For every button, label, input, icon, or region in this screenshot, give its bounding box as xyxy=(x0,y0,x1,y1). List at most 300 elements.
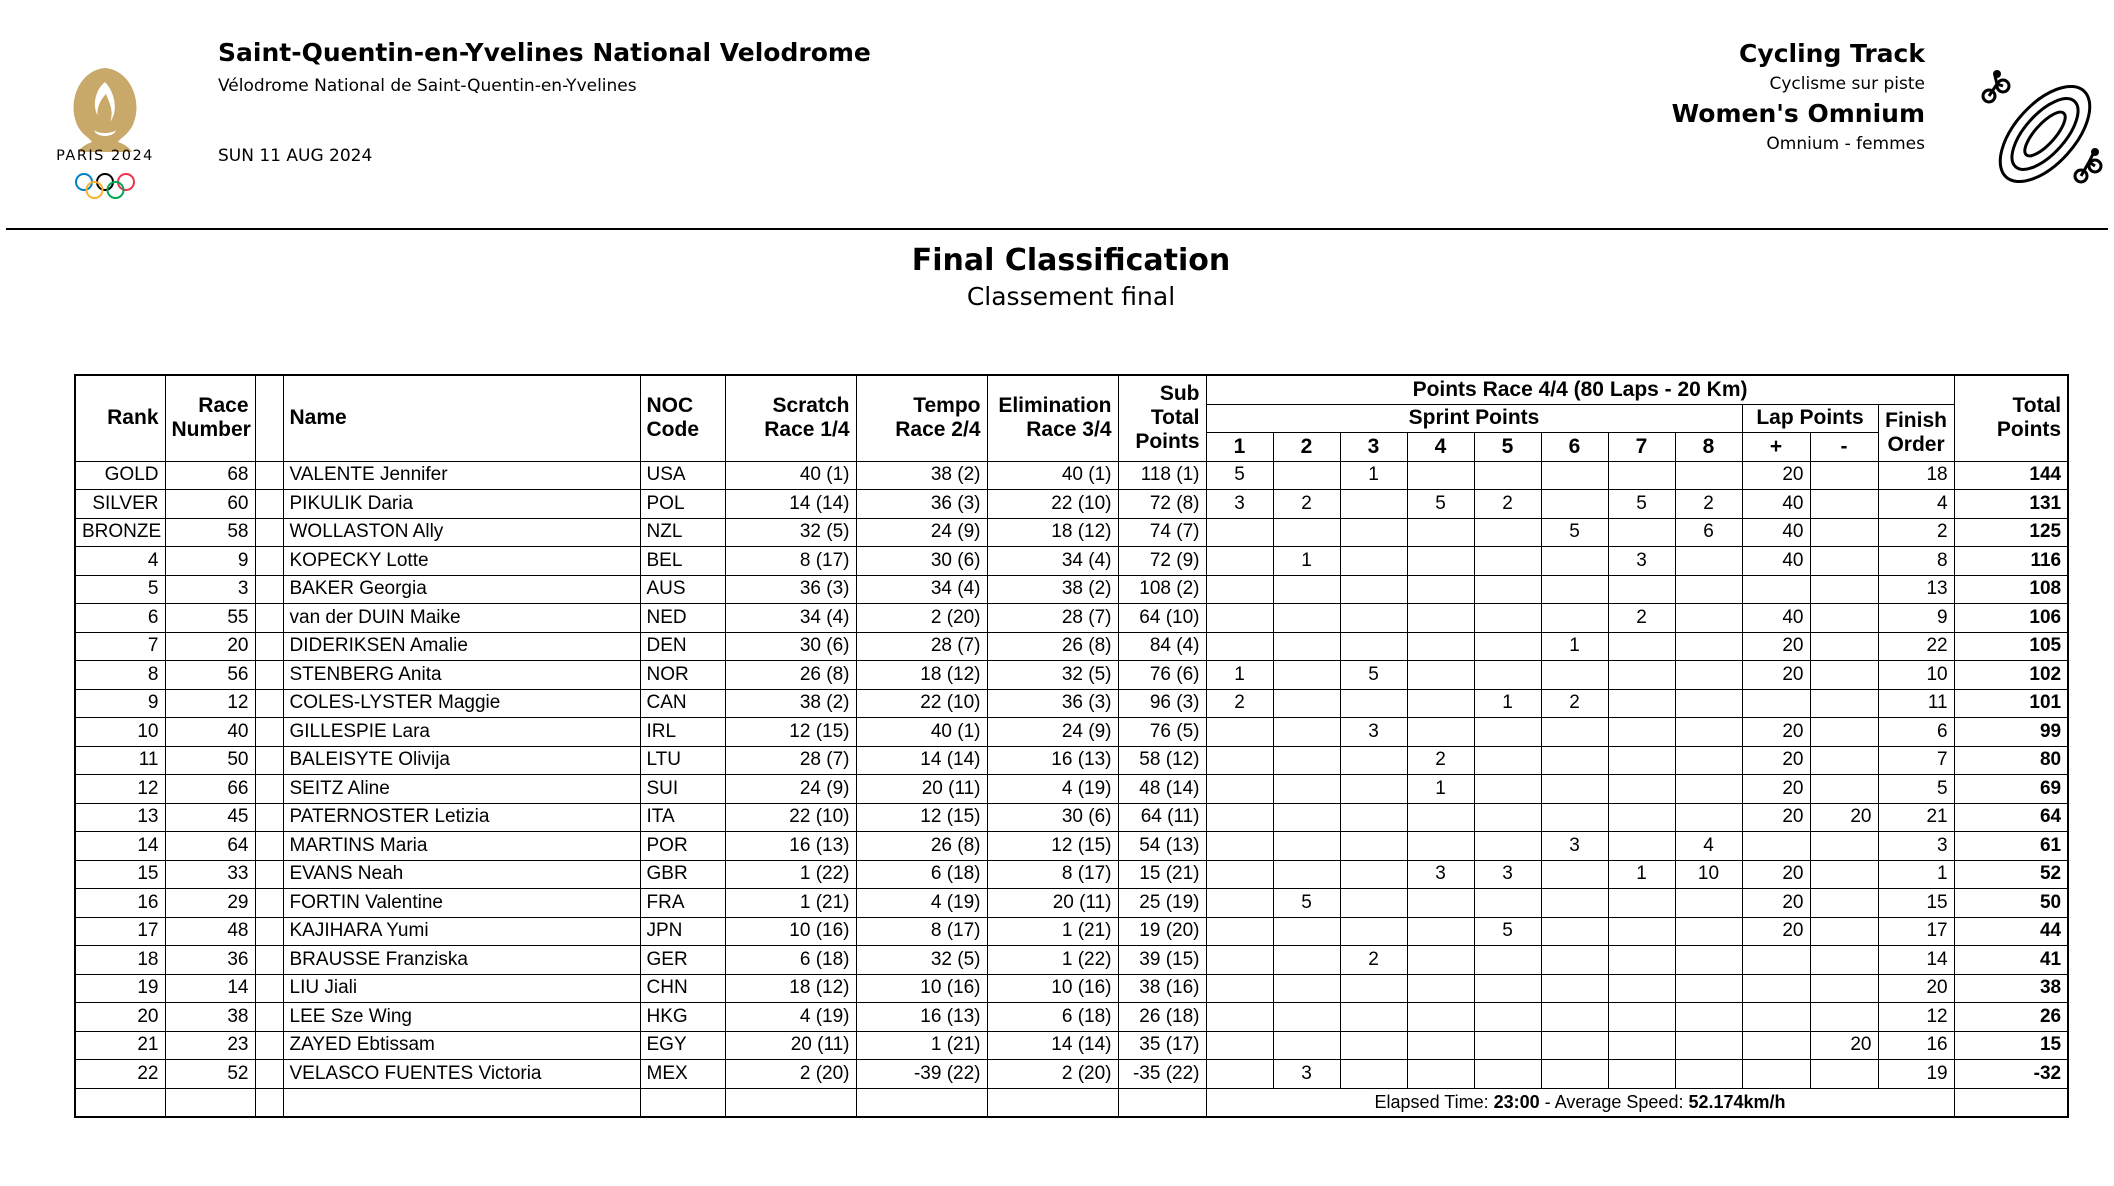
cell-sprint-6 xyxy=(1541,775,1608,804)
cell-finish-order: 12 xyxy=(1878,1003,1954,1032)
table-row xyxy=(75,775,2068,804)
cell-elimination-race: 24 (9) xyxy=(987,718,1118,747)
cell-sprint-1: 2 xyxy=(1206,689,1273,718)
cell-name: STENBERG Anita xyxy=(283,661,640,690)
cell-tempo-race: 20 (11) xyxy=(856,775,987,804)
cell-sprint-5 xyxy=(1474,946,1541,975)
cell-total-points: 80 xyxy=(1954,746,2068,775)
cell-sprint-8 xyxy=(1675,632,1742,661)
cell-rank: 5 xyxy=(75,575,165,604)
cell-noc-code: IRL xyxy=(640,718,725,747)
cell-sprint-2 xyxy=(1273,860,1340,889)
cell-sub-total-points: 76 (5) xyxy=(1118,718,1206,747)
cell-rank: 22 xyxy=(75,1060,165,1089)
cell-sprint-4: 5 xyxy=(1407,490,1474,519)
cell-lap-minus xyxy=(1810,974,1878,1003)
cell-sprint-3 xyxy=(1340,917,1407,946)
cell-sprint-1: 1 xyxy=(1206,661,1273,690)
cell-noc-code: NOR xyxy=(640,661,725,690)
cell-name: BALEISYTE Olivija xyxy=(283,746,640,775)
cell-tempo-race: 34 (4) xyxy=(856,575,987,604)
cell-sprint-6 xyxy=(1541,746,1608,775)
cell-sprint-1 xyxy=(1206,1060,1273,1089)
cell-noc-code: NZL xyxy=(640,518,725,547)
cell-sprint-8 xyxy=(1675,1060,1742,1089)
cell-sprint-4: 3 xyxy=(1407,860,1474,889)
cell-sprint-7 xyxy=(1608,1003,1675,1032)
cell-elimination-race: 6 (18) xyxy=(987,1003,1118,1032)
table-row xyxy=(75,1003,2068,1032)
cell-rank: SILVER xyxy=(75,490,165,519)
cell-sub-total-points: 72 (8) xyxy=(1118,490,1206,519)
cell-race-number: 50 xyxy=(165,746,255,775)
table-row xyxy=(75,547,2068,576)
col-total-points: Total Points xyxy=(1954,375,2068,461)
cell-sprint-4 xyxy=(1407,461,1474,490)
cell-name: MARTINS Maria xyxy=(283,832,640,861)
cell-race-number: 68 xyxy=(165,461,255,490)
col-spacer xyxy=(255,375,283,461)
cell-tempo-race: 12 (15) xyxy=(856,803,987,832)
table-row xyxy=(75,860,2068,889)
table-row xyxy=(75,917,2068,946)
cell-spacer xyxy=(255,775,283,804)
cell-sprint-3 xyxy=(1340,604,1407,633)
cell-sprint-3 xyxy=(1340,860,1407,889)
cell-race-number: 40 xyxy=(165,718,255,747)
cell-tempo-race: 28 (7) xyxy=(856,632,987,661)
cell-total-points: 64 xyxy=(1954,803,2068,832)
cell-sprint-7: 1 xyxy=(1608,860,1675,889)
cell-sprint-3: 1 xyxy=(1340,461,1407,490)
cell-sprint-1 xyxy=(1206,604,1273,633)
cell-noc-code: BEL xyxy=(640,547,725,576)
cell-sprint-6: 1 xyxy=(1541,632,1608,661)
cell-race-number: 52 xyxy=(165,1060,255,1089)
cell-elimination-race: 18 (12) xyxy=(987,518,1118,547)
cell-elimination-race: 10 (16) xyxy=(987,974,1118,1003)
cell-sprint-3 xyxy=(1340,803,1407,832)
cell-sprint-8 xyxy=(1675,547,1742,576)
elapsed-time-label: Elapsed Time: xyxy=(1374,1091,1489,1112)
venue-name-french: Vélodrome National de Saint-Quentin-en-Yvelines xyxy=(218,76,637,96)
cell-scratch-race: 32 (5) xyxy=(725,518,856,547)
cell-lap-minus xyxy=(1810,547,1878,576)
cell-lap-minus: 20 xyxy=(1810,1031,1878,1060)
cell-lap-minus xyxy=(1810,689,1878,718)
cell-rank: 20 xyxy=(75,1003,165,1032)
cell-total-points: 50 xyxy=(1954,889,2068,918)
cell-name: van der DUIN Maike xyxy=(283,604,640,633)
cell-sprint-4 xyxy=(1407,974,1474,1003)
cell-sprint-4 xyxy=(1407,547,1474,576)
cell-sprint-2 xyxy=(1273,1031,1340,1060)
cell-sprint-7 xyxy=(1608,661,1675,690)
cell-sprint-2: 3 xyxy=(1273,1060,1340,1089)
cell-elimination-race: 12 (15) xyxy=(987,832,1118,861)
cell-rank: 4 xyxy=(75,547,165,576)
cell-lap-minus xyxy=(1810,604,1878,633)
cell-scratch-race: 20 (11) xyxy=(725,1031,856,1060)
cell-sprint-2 xyxy=(1273,461,1340,490)
cell-spacer xyxy=(255,917,283,946)
col-sprint-2: 2 xyxy=(1273,433,1340,462)
cell-total-points: 69 xyxy=(1954,775,2068,804)
cell-lap-plus: 20 xyxy=(1742,889,1810,918)
cell-name: KAJIHARA Yumi xyxy=(283,917,640,946)
table-row xyxy=(75,490,2068,519)
svg-text:PARIS 2024: PARIS 2024 xyxy=(56,148,154,164)
header-divider xyxy=(6,228,2108,230)
col-sprint-4: 4 xyxy=(1407,433,1474,462)
cell-sprint-4 xyxy=(1407,1031,1474,1060)
cell-noc-code: MEX xyxy=(640,1060,725,1089)
cell-spacer xyxy=(255,889,283,918)
cell-sprint-3 xyxy=(1340,1060,1407,1089)
cell-elimination-race: 20 (11) xyxy=(987,889,1118,918)
cell-sprint-7 xyxy=(1608,689,1675,718)
sport-name-french: Cyclisme sur piste xyxy=(1769,74,1925,94)
col-name: Name xyxy=(283,375,640,461)
cell-finish-order: 17 xyxy=(1878,917,1954,946)
cell-sub-total-points: 118 (1) xyxy=(1118,461,1206,490)
cell-sprint-4 xyxy=(1407,689,1474,718)
cell-race-number: 36 xyxy=(165,946,255,975)
cell-spacer xyxy=(255,490,283,519)
col-elimination-race: Elimination Race 3/4 xyxy=(987,375,1118,461)
cell-sprint-5 xyxy=(1474,518,1541,547)
cell-lap-plus: 20 xyxy=(1742,718,1810,747)
cell-tempo-race: 22 (10) xyxy=(856,689,987,718)
cell-elimination-race: 38 (2) xyxy=(987,575,1118,604)
cell-lap-plus: 40 xyxy=(1742,490,1810,519)
event-date: SUN 11 AUG 2024 xyxy=(218,146,373,166)
cell-sprint-4 xyxy=(1407,575,1474,604)
cell-sprint-8: 6 xyxy=(1675,518,1742,547)
cell-race-number: 23 xyxy=(165,1031,255,1060)
cell-sprint-2 xyxy=(1273,575,1340,604)
cell-lap-minus xyxy=(1810,1060,1878,1089)
cell-noc-code: JPN xyxy=(640,917,725,946)
cell-name: LEE Sze Wing xyxy=(283,1003,640,1032)
cell-sprint-3 xyxy=(1340,575,1407,604)
cell-name: SEITZ Aline xyxy=(283,775,640,804)
cell-lap-minus xyxy=(1810,775,1878,804)
results-table xyxy=(74,374,2069,1118)
cell-rank: BRONZE xyxy=(75,518,165,547)
cell-race-number: 12 xyxy=(165,689,255,718)
cell-name: DIDERIKSEN Amalie xyxy=(283,632,640,661)
cell-lap-plus: 20 xyxy=(1742,803,1810,832)
cell-noc-code: DEN xyxy=(640,632,725,661)
cell-rank: 13 xyxy=(75,803,165,832)
cell-name: GILLESPIE Lara xyxy=(283,718,640,747)
cell-sprint-5: 2 xyxy=(1474,490,1541,519)
cell-race-number: 38 xyxy=(165,1003,255,1032)
cell-sprint-5 xyxy=(1474,1003,1541,1032)
cell-sprint-1 xyxy=(1206,575,1273,604)
col-race-number: Race Number xyxy=(165,375,255,461)
paris-2024-logo xyxy=(40,60,170,210)
cell-lap-plus: 20 xyxy=(1742,746,1810,775)
col-sprint-5: 5 xyxy=(1474,433,1541,462)
cell-lap-plus xyxy=(1742,1031,1810,1060)
cell-sprint-3 xyxy=(1340,547,1407,576)
cell-name: VALENTE Jennifer xyxy=(283,461,640,490)
average-speed-label: Average Speed: xyxy=(1554,1091,1684,1112)
cell-sprint-6: 3 xyxy=(1541,832,1608,861)
cell-sprint-1 xyxy=(1206,860,1273,889)
cell-rank: 10 xyxy=(75,718,165,747)
cell-sub-total-points: 76 (6) xyxy=(1118,661,1206,690)
cell-lap-minus xyxy=(1810,917,1878,946)
cell-sprint-5: 5 xyxy=(1474,917,1541,946)
cell-sprint-8 xyxy=(1675,803,1742,832)
cell-tempo-race: 10 (16) xyxy=(856,974,987,1003)
table-row xyxy=(75,632,2068,661)
cell-spacer xyxy=(255,1003,283,1032)
col-lap-plus: + xyxy=(1742,433,1810,462)
cell-sprint-8 xyxy=(1675,718,1742,747)
cell-noc-code: FRA xyxy=(640,889,725,918)
cell-sprint-2 xyxy=(1273,746,1340,775)
cell-sprint-5 xyxy=(1474,461,1541,490)
cell-sprint-6: 2 xyxy=(1541,689,1608,718)
cell-sub-total-points: 38 (16) xyxy=(1118,974,1206,1003)
cell-sprint-6 xyxy=(1541,946,1608,975)
cell-sprint-7 xyxy=(1608,1031,1675,1060)
cell-sprint-2 xyxy=(1273,632,1340,661)
cell-sub-total-points: 25 (19) xyxy=(1118,889,1206,918)
cell-lap-minus xyxy=(1810,490,1878,519)
cell-sub-total-points: 96 (3) xyxy=(1118,689,1206,718)
cell-scratch-race: 18 (12) xyxy=(725,974,856,1003)
cell-sprint-8 xyxy=(1675,575,1742,604)
cell-elimination-race: 16 (13) xyxy=(987,746,1118,775)
col-finish-order: Finish Order xyxy=(1878,404,1954,461)
cell-rank: 19 xyxy=(75,974,165,1003)
cell-tempo-race: 1 (21) xyxy=(856,1031,987,1060)
cell-finish-order: 7 xyxy=(1878,746,1954,775)
cell-lap-plus: 20 xyxy=(1742,917,1810,946)
cell-sprint-4 xyxy=(1407,518,1474,547)
cell-finish-order: 18 xyxy=(1878,461,1954,490)
cell-sprint-2 xyxy=(1273,974,1340,1003)
cell-sprint-8 xyxy=(1675,604,1742,633)
cell-sprint-7 xyxy=(1608,461,1675,490)
cell-sprint-3: 5 xyxy=(1340,661,1407,690)
cell-sub-total-points: 74 (7) xyxy=(1118,518,1206,547)
cell-sprint-1 xyxy=(1206,803,1273,832)
cell-race-number: 58 xyxy=(165,518,255,547)
cell-sprint-3 xyxy=(1340,775,1407,804)
cell-finish-order: 20 xyxy=(1878,974,1954,1003)
cell-elimination-race: 36 (3) xyxy=(987,689,1118,718)
cell-sprint-3 xyxy=(1340,746,1407,775)
cell-sprint-3 xyxy=(1340,689,1407,718)
cell-elimination-race: 14 (14) xyxy=(987,1031,1118,1060)
cell-sprint-2 xyxy=(1273,803,1340,832)
cell-total-points: 99 xyxy=(1954,718,2068,747)
cell-finish-order: 9 xyxy=(1878,604,1954,633)
cell-race-number: 29 xyxy=(165,889,255,918)
cell-finish-order: 22 xyxy=(1878,632,1954,661)
cell-sprint-6 xyxy=(1541,661,1608,690)
cell-rank: 12 xyxy=(75,775,165,804)
cell-sprint-1 xyxy=(1206,746,1273,775)
cell-spacer xyxy=(255,604,283,633)
cell-total-points: -32 xyxy=(1954,1060,2068,1089)
cell-sprint-5 xyxy=(1474,803,1541,832)
cell-lap-plus: 40 xyxy=(1742,547,1810,576)
cycling-track-pictogram-icon xyxy=(1975,62,2105,206)
cell-scratch-race: 10 (16) xyxy=(725,917,856,946)
cell-sprint-5 xyxy=(1474,1031,1541,1060)
col-sprint-points: Sprint Points xyxy=(1206,404,1742,433)
cell-name: BAKER Georgia xyxy=(283,575,640,604)
table-row xyxy=(75,803,2068,832)
cell-sprint-5 xyxy=(1474,974,1541,1003)
cell-scratch-race: 34 (4) xyxy=(725,604,856,633)
table-row xyxy=(75,718,2068,747)
cell-lap-plus xyxy=(1742,946,1810,975)
cell-total-points: 101 xyxy=(1954,689,2068,718)
cell-sprint-4 xyxy=(1407,718,1474,747)
cell-elimination-race: 30 (6) xyxy=(987,803,1118,832)
cell-sprint-8 xyxy=(1675,775,1742,804)
col-scratch-race: Scratch Race 1/4 xyxy=(725,375,856,461)
cell-name: LIU Jiali xyxy=(283,974,640,1003)
cell-lap-minus xyxy=(1810,889,1878,918)
cell-elimination-race: 34 (4) xyxy=(987,547,1118,576)
cell-sprint-2 xyxy=(1273,832,1340,861)
cell-sprint-8 xyxy=(1675,946,1742,975)
cell-scratch-race: 1 (21) xyxy=(725,889,856,918)
cell-total-points: 108 xyxy=(1954,575,2068,604)
cell-lap-minus xyxy=(1810,946,1878,975)
cell-sprint-8 xyxy=(1675,746,1742,775)
cell-tempo-race: 30 (6) xyxy=(856,547,987,576)
cell-lap-plus: 20 xyxy=(1742,775,1810,804)
cell-sprint-3 xyxy=(1340,518,1407,547)
cell-elimination-race: 26 (8) xyxy=(987,632,1118,661)
cell-sub-total-points: 54 (13) xyxy=(1118,832,1206,861)
cell-noc-code: ITA xyxy=(640,803,725,832)
cell-sprint-8 xyxy=(1675,974,1742,1003)
cell-lap-plus xyxy=(1742,689,1810,718)
cell-lap-plus xyxy=(1742,832,1810,861)
cell-scratch-race: 2 (20) xyxy=(725,1060,856,1089)
cell-tempo-race: 40 (1) xyxy=(856,718,987,747)
cell-total-points: 15 xyxy=(1954,1031,2068,1060)
cell-tempo-race: 24 (9) xyxy=(856,518,987,547)
cell-tempo-race: 26 (8) xyxy=(856,832,987,861)
cell-sprint-4: 1 xyxy=(1407,775,1474,804)
cell-sprint-2 xyxy=(1273,1003,1340,1032)
page-subtitle: Classement final xyxy=(966,282,1176,311)
cell-sprint-1 xyxy=(1206,917,1273,946)
cell-rank: 7 xyxy=(75,632,165,661)
cell-finish-order: 6 xyxy=(1878,718,1954,747)
col-rank: Rank xyxy=(75,375,165,461)
cell-total-points: 61 xyxy=(1954,832,2068,861)
cell-sprint-2 xyxy=(1273,518,1340,547)
cell-name: EVANS Neah xyxy=(283,860,640,889)
cell-spacer xyxy=(255,803,283,832)
cell-sprint-1 xyxy=(1206,718,1273,747)
cell-sprint-8 xyxy=(1675,461,1742,490)
cell-sprint-3: 2 xyxy=(1340,946,1407,975)
cell-scratch-race: 8 (17) xyxy=(725,547,856,576)
cell-total-points: 106 xyxy=(1954,604,2068,633)
cell-sprint-7 xyxy=(1608,889,1675,918)
cell-sprint-1: 3 xyxy=(1206,490,1273,519)
report-header xyxy=(0,0,2114,230)
cell-scratch-race: 38 (2) xyxy=(725,689,856,718)
cell-sprint-1 xyxy=(1206,832,1273,861)
cell-sprint-2 xyxy=(1273,604,1340,633)
cell-finish-order: 5 xyxy=(1878,775,1954,804)
cell-tempo-race: 36 (3) xyxy=(856,490,987,519)
cell-sprint-6 xyxy=(1541,1060,1608,1089)
cell-sprint-8 xyxy=(1675,1003,1742,1032)
table-row xyxy=(75,518,2068,547)
cell-name: KOPECKY Lotte xyxy=(283,547,640,576)
cell-sprint-3 xyxy=(1340,632,1407,661)
cell-noc-code: CHN xyxy=(640,974,725,1003)
cell-sprint-6 xyxy=(1541,718,1608,747)
cell-sprint-7: 2 xyxy=(1608,604,1675,633)
cell-finish-order: 2 xyxy=(1878,518,1954,547)
table-row xyxy=(75,1060,2068,1089)
cell-name: WOLLASTON Ally xyxy=(283,518,640,547)
cell-noc-code: USA xyxy=(640,461,725,490)
cell-sprint-3: 3 xyxy=(1340,718,1407,747)
cell-name: FORTIN Valentine xyxy=(283,889,640,918)
cell-sprint-5 xyxy=(1474,547,1541,576)
cell-scratch-race: 1 (22) xyxy=(725,860,856,889)
cell-sprint-8 xyxy=(1675,661,1742,690)
event-name: Women's Omnium xyxy=(1671,99,1925,128)
cell-sprint-7 xyxy=(1608,775,1675,804)
cell-tempo-race: 2 (20) xyxy=(856,604,987,633)
cell-sprint-1 xyxy=(1206,974,1273,1003)
cell-noc-code: SUI xyxy=(640,775,725,804)
cell-name: COLES-LYSTER Maggie xyxy=(283,689,640,718)
cell-sub-total-points: 48 (14) xyxy=(1118,775,1206,804)
cell-lap-minus xyxy=(1810,718,1878,747)
cell-sprint-4 xyxy=(1407,946,1474,975)
cell-scratch-race: 36 (3) xyxy=(725,575,856,604)
cell-sprint-8: 10 xyxy=(1675,860,1742,889)
cell-elimination-race: 2 (20) xyxy=(987,1060,1118,1089)
cell-sprint-7 xyxy=(1608,518,1675,547)
cell-sprint-4 xyxy=(1407,803,1474,832)
cell-scratch-race: 22 (10) xyxy=(725,803,856,832)
col-tempo-race: Tempo Race 2/4 xyxy=(856,375,987,461)
cell-sprint-6 xyxy=(1541,575,1608,604)
cell-total-points: 105 xyxy=(1954,632,2068,661)
table-row xyxy=(75,889,2068,918)
cell-tempo-race: 8 (17) xyxy=(856,917,987,946)
cell-tempo-race: 32 (5) xyxy=(856,946,987,975)
cell-total-points: 52 xyxy=(1954,860,2068,889)
cell-sprint-3 xyxy=(1340,889,1407,918)
cell-lap-plus: 20 xyxy=(1742,860,1810,889)
table-row xyxy=(75,604,2068,633)
cell-tempo-race: 38 (2) xyxy=(856,461,987,490)
col-sprint-3: 3 xyxy=(1340,433,1407,462)
